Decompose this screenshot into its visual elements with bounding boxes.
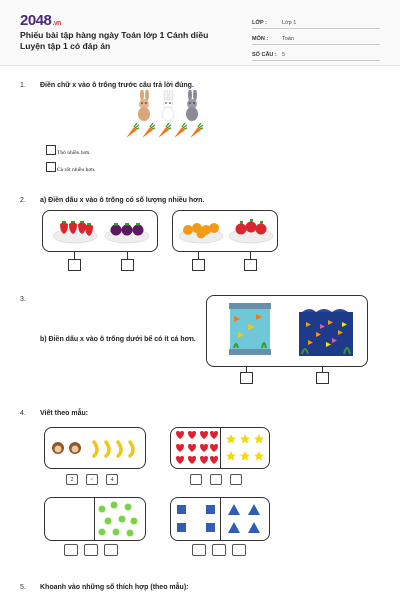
q4-moons-box-2[interactable]	[84, 544, 98, 556]
q2-number: 2.	[20, 197, 26, 204]
squares-illustration	[172, 499, 220, 539]
worksheet-header	[0, 0, 400, 66]
strawberry-plate	[52, 216, 98, 244]
q4-squares-box-3[interactable]	[232, 544, 246, 556]
apple-plate	[228, 216, 274, 244]
q4-squares-box-1[interactable]	[192, 544, 206, 556]
q1-checkbox-rabbits[interactable]	[46, 145, 56, 155]
q4-number: 4.	[20, 410, 26, 417]
monkeys-illustration	[50, 438, 84, 458]
fish-tank-right	[298, 308, 354, 358]
mangosteen-plate	[104, 216, 150, 244]
q4-squares-box-2[interactable]	[212, 544, 226, 556]
q1-text: Điền chữ x vào ô trống trước câu trả lời đúng.	[40, 82, 194, 89]
q4-panel-divider-2	[94, 497, 95, 541]
orange-plate	[178, 216, 224, 244]
worksheet-meta	[252, 14, 380, 62]
q3-number: 3.	[20, 296, 26, 303]
q5-text: Khoanh vào những số thích hợp (theo mẫu):	[40, 584, 189, 591]
q4-hearts-box-1[interactable]	[190, 474, 202, 485]
green-dots-illustration	[96, 499, 144, 539]
q2-text: a) Điền dấu x vào ô trống có số lượng nhiều hơn.	[40, 197, 205, 204]
q4-moons-box-3[interactable]	[104, 544, 118, 556]
q4-hearts-box-3[interactable]	[230, 474, 242, 485]
site-logo[interactable]: 2048.vn	[20, 12, 61, 29]
q1-checkbox-carrots[interactable]	[46, 162, 56, 172]
q4-panel-divider-3	[220, 497, 221, 541]
q4-example-box-1[interactable]: 2	[66, 474, 78, 485]
fish-tank-left	[228, 302, 272, 356]
q2-checkbox-orange[interactable]	[192, 259, 205, 271]
q4-moons-box-1[interactable]	[64, 544, 78, 556]
q3-text: b) Điền dấu x vào ô trống dưới bể có ít cá hơn.	[40, 336, 196, 343]
q4-hearts-box-2[interactable]	[210, 474, 222, 485]
meta-row-class: LỚP : Lớp 1	[252, 14, 380, 29]
q3-checkbox-right-tank[interactable]	[316, 372, 329, 384]
q2-checkbox-apple[interactable]	[244, 259, 257, 271]
q4-example-box-3[interactable]: 4	[106, 474, 118, 485]
q3-checkbox-left-tank[interactable]	[240, 372, 253, 384]
q1-option-rabbits: Thỏ nhiều hơn.	[57, 150, 91, 156]
q1-number: 1.	[20, 82, 26, 89]
q2-checkbox-strawberry[interactable]	[68, 259, 81, 271]
carrots-illustration	[124, 122, 208, 140]
worksheet-title: Phiếu bài tập hàng ngày Toán lớp 1 Cánh diều Luyện tập 1 có đáp án	[20, 30, 209, 51]
triangles-illustration	[222, 499, 268, 539]
meta-row-subject: MÔN : Toán	[252, 30, 380, 45]
q4-panel-divider	[220, 427, 221, 469]
moons-illustration	[46, 499, 94, 539]
q5-number: 5.	[20, 584, 26, 591]
hearts-illustration	[172, 429, 220, 467]
rabbits-illustration	[132, 90, 212, 122]
bananas-illustration	[90, 438, 140, 458]
q1-option-carrots: Cà rốt nhiều hơn.	[57, 167, 96, 173]
meta-row-count: SỐ CÂU : 5	[252, 46, 380, 61]
q2-checkbox-mangosteen[interactable]	[121, 259, 134, 271]
q4-example-box-2[interactable]: <	[86, 474, 98, 485]
stars-illustration	[222, 431, 268, 465]
q4-text: Viết theo mẫu:	[40, 410, 89, 417]
